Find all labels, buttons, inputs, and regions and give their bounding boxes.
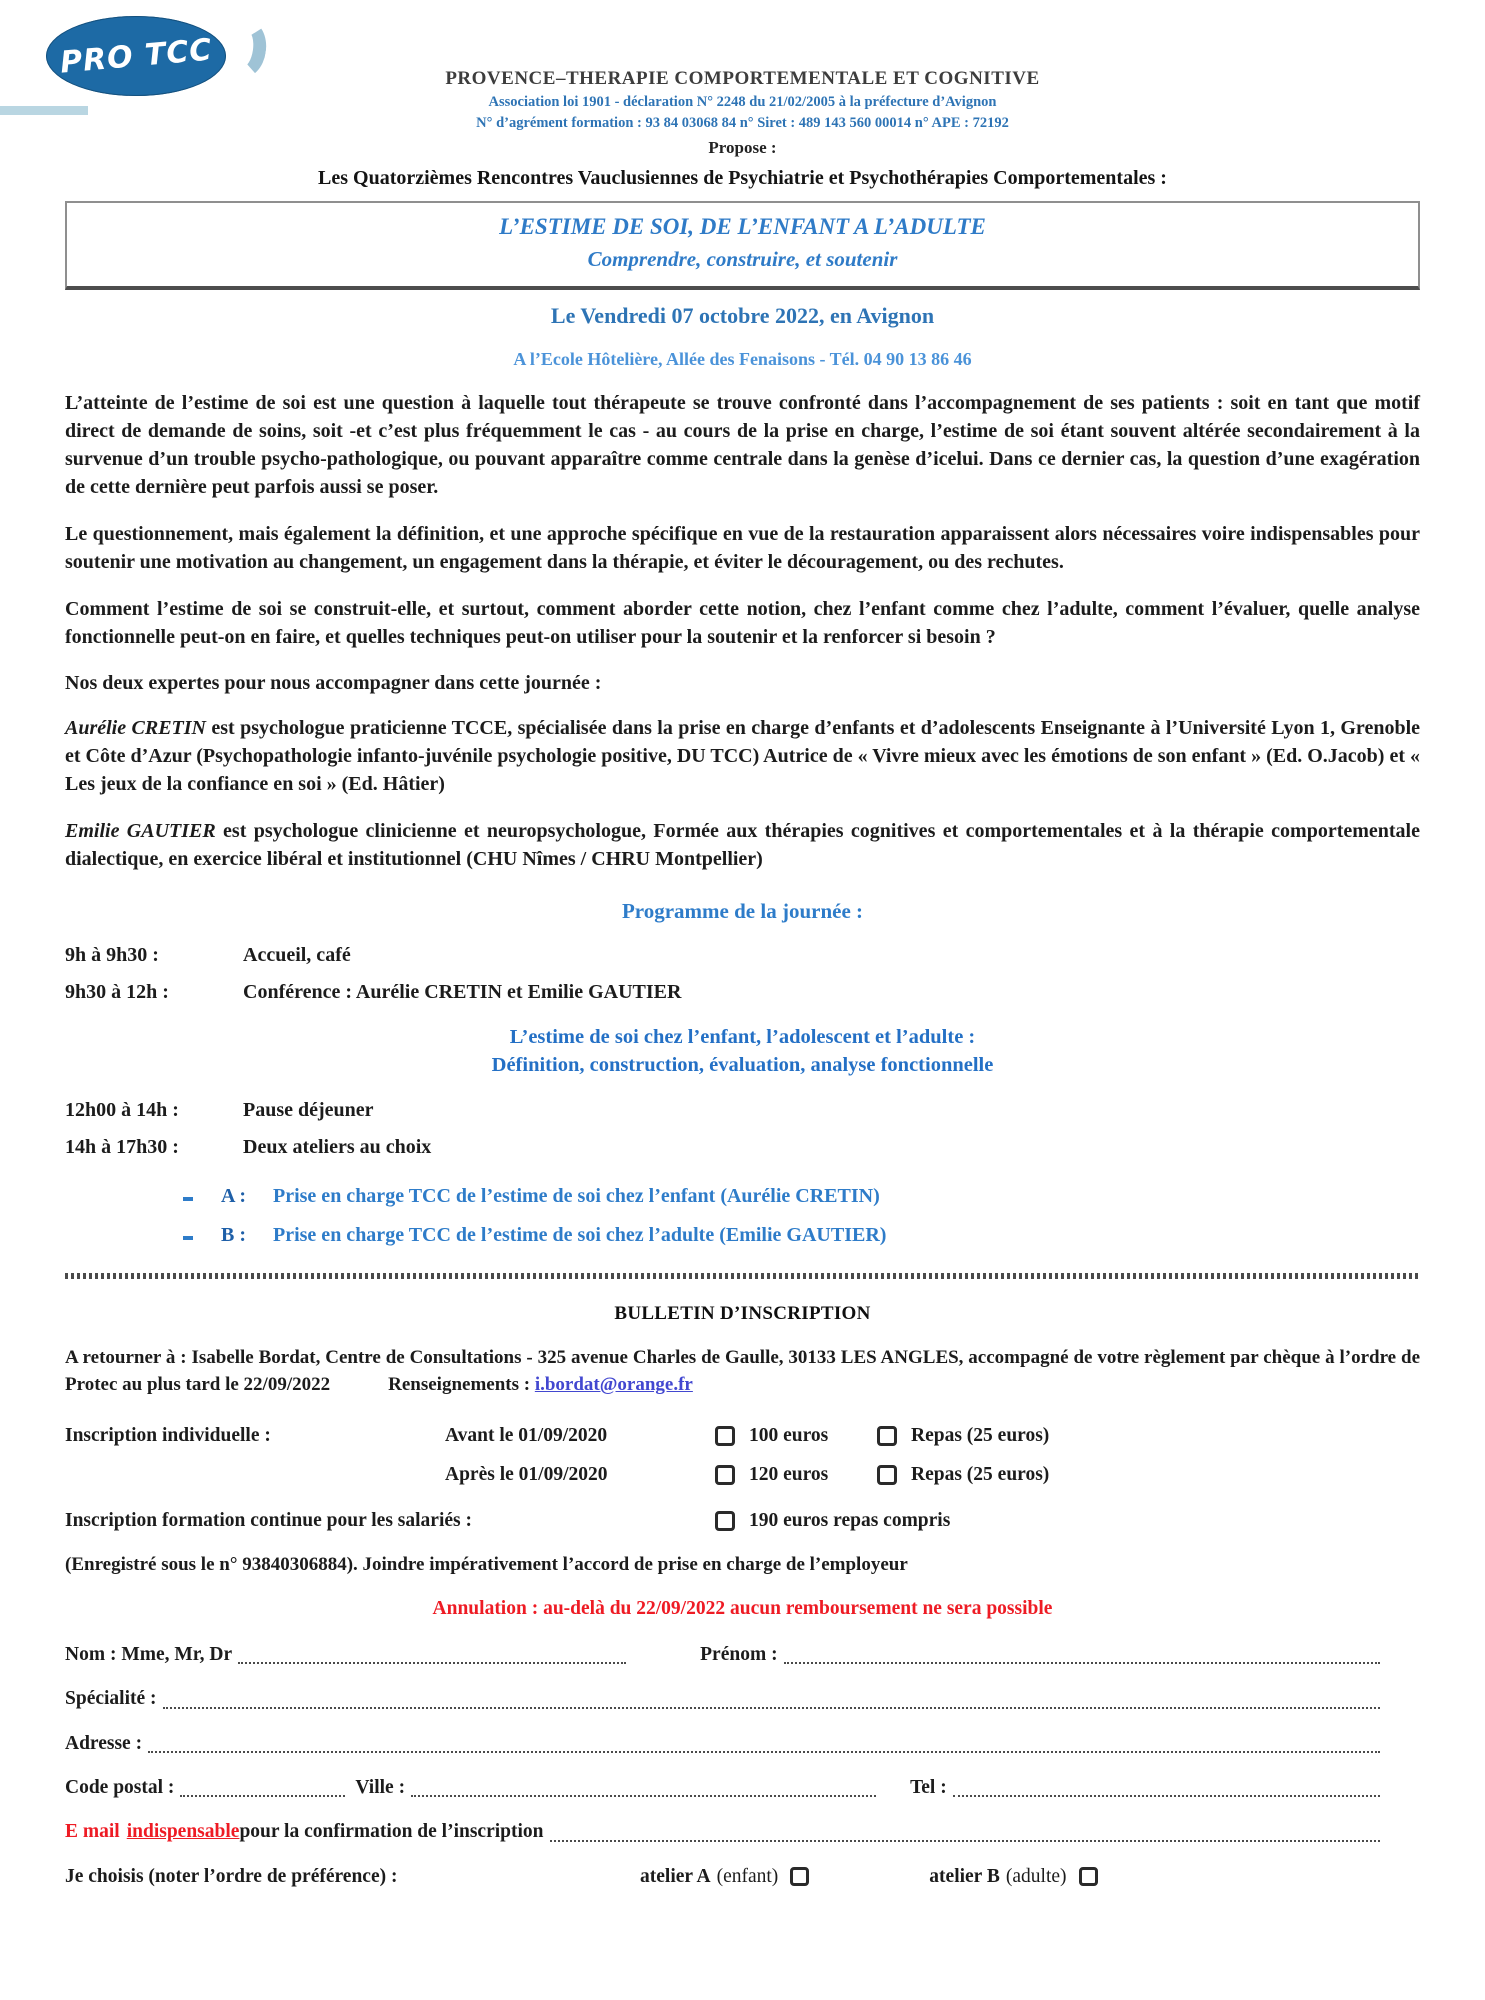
contact-email-link[interactable]: i.bordat@orange.fr [534,1373,693,1395]
event-title-box [65,201,1420,290]
event-title-line2: Comprendre, construire, et soutenir [587,247,898,271]
event-venue-line: A l’Ecole Hôtelière, Allée des Fenaisons - Tél. 04 90 13 86 46 [513,349,972,369]
pricing-condition: Après le 01/09/2020 [445,1463,608,1485]
email-label-red: E mail [65,1821,120,1843]
schedule-time: 14h à 17h30 : [65,1136,179,1158]
specialite-label: Spécialité : [65,1688,157,1710]
intro-paragraph-3: Comment l’estime de soi se construit-elle, et surtout, comment aborder cette notion, chez l’enfant comme chez l’adulte, comment l’évaluer, quelle analyse fonctionnelle peut-on en faire, et quelles techniques peut-on utiliser pour la soutenir et la renforcer si besoin ? [65,598,1420,648]
registration-number-note: (Enregistré sous le n° 93840306884). Joindre impérativement l’accord de prise en charge de l’employeur [65,1553,908,1575]
ville-field-line[interactable] [411,1783,876,1797]
event-date-line: Le Vendredi 07 octobre 2022, en Avignon [550,303,935,328]
bulletin-heading: BULLETIN D’INSCRIPTION [614,1303,871,1324]
name-row [65,1642,1382,1668]
bullet-icon [183,1197,193,1201]
email-field-line[interactable] [550,1828,1380,1842]
experts-intro-line: Nos deux expertes pour nous accompagner dans cette journée : [65,672,602,694]
expert-name-gautier: Emilie GAUTIER [65,820,216,842]
individual-registration-label: Inscription individuelle : [65,1424,271,1446]
continuing-price: 190 euros repas compris [749,1509,951,1531]
choice-label: Je choisis (noter l’ordre de préférence) : [65,1865,398,1887]
protcc-logo-text: PRO TCC [58,31,214,81]
bullet-icon [183,1236,193,1240]
dashed-separator [65,1273,1420,1279]
return-text-post: au plus tard le 22/09/2022 [117,1373,331,1395]
event-series-title: Les Quatorzièmes Rencontres Vauclusiennes de Psychiatrie et Psychothérapies Comportementales : [318,167,1167,189]
checkbox-atelier-b[interactable] [1079,1867,1098,1886]
checkbox-100-euros[interactable] [715,1426,735,1446]
email-indispensable-label: indispensable [126,1821,240,1843]
protcc-logo [28,14,288,124]
expert-name-cretin: Aurélie CRETIN [65,717,206,739]
intro-paragraph-2: Le questionnement, mais également la définition, et une approche spécifique en vue de la restauration apparaissent alors nécessaires voire indispensables pour soutenir une motivation au changement, un engagement dans la thérapie, et éviter le découragement, ou des rechutes. [65,523,1420,573]
expert-bio-text-gautier: est psychologue clinicienne et neuropsychologue, Formée aux thérapies cognitives et comportementales et à la thérapie comportementale dialectique, en exercice libéral et institutionnel (CHU Nîmes / CHRU Montpellier) [65,820,1420,870]
schedule-activity: Conférence : Aurélie CRETIN et Emilie GAUTIER [243,981,682,1003]
code-postal-field-line[interactable] [180,1783,345,1797]
email-confirmation-text: pour la confirmation de l’inscription [239,1821,544,1843]
intro-paragraph-1: L’atteinte de l’estime de soi est une question à laquelle tout thérapeute se trouve confronté dans l’accompagnement de ses patients : soit en tant que motif direct de demande de soins, soit -et c’est plus fréquemment le cas - au cours de la prise en charge, l’estime de soi étant souvent altérée secondairement à la survenue d’un trouble psycho-pathologique, ou pouvant apparaître comme centrale dans la genèse d’icelui. Dans ce dernier cas, la question d’une exagération de cette dernière peut parfois aussi se poser. [65,392,1420,498]
payment-order-bold: à l’ordre de Protec [65,1347,1421,1395]
workshop-b-row [183,1224,1420,1247]
agrement-siret-line: N° d’agrément formation : 93 84 03068 84 n° Siret : 489 143 560 00014 n° APE : 72192 [476,115,1009,131]
atelier-a-label: atelier A [640,1865,711,1887]
ville-label: Ville : [355,1776,406,1798]
schedule-activity: Pause déjeuner [243,1099,374,1121]
specialite-row [65,1686,1382,1712]
return-text-pre: A retourner à : Isabelle Bordat, Centre de Consultations - 325 avenue Charles de Gaulle, 30133 LES ANGLES, accompagné de votre règlement par chèque [65,1347,1326,1368]
checkbox-120-euros[interactable] [715,1465,735,1485]
schedule-row-1 [65,944,1420,967]
expert-bio-gautier [65,817,1420,873]
pricing-row-continuing [65,1510,1420,1532]
cancellation-warning: Annulation : au-delà du 22/09/2022 aucun remboursement ne sera possible [432,1597,1053,1619]
pricing-price: 120 euros [749,1463,829,1485]
checkbox-repas-2[interactable] [877,1465,897,1485]
atelier-b-label: atelier B [929,1865,1000,1887]
pricing-price: 100 euros [749,1424,829,1446]
code-postal-row [65,1775,1382,1801]
propose-label: Propose : [708,138,777,157]
atelier-b-sublabel: (adulte) [1005,1865,1067,1887]
checkbox-atelier-a[interactable] [790,1867,809,1886]
org-name: PROVENCE–THERAPIE COMPORTEMENTALE ET COGNITIVE [445,68,1040,89]
workshop-choice-row [65,1866,1420,1888]
workshop-a-label: A : [221,1185,246,1207]
tel-field-line[interactable] [953,1783,1380,1797]
schedule-activity: Deux ateliers au choix [243,1136,432,1158]
schedule-row-2 [65,981,1420,1004]
pricing-meal: Repas (25 euros) [911,1424,1050,1446]
code-postal-label: Code postal : [65,1776,175,1798]
workshop-a-row [183,1185,1420,1208]
prenom-field-line[interactable] [784,1650,1380,1664]
schedule-time: 9h à 9h30 : [65,944,159,966]
adresse-field-line[interactable] [148,1739,1380,1753]
schedule-row-3 [65,1099,1420,1122]
schedule-row-4 [65,1136,1420,1159]
expert-bio-cretin [65,714,1420,798]
schedule-activity: Accueil, café [243,944,351,966]
pricing-row-before [65,1425,1420,1447]
atelier-a-sublabel: (enfant) [716,1865,779,1887]
nom-label: Nom : Mme, Mr, Dr [65,1643,233,1665]
logo-swoosh-icon [220,17,270,80]
adresse-row [65,1731,1382,1757]
return-instructions [65,1345,1420,1399]
tel-label: Tel : [910,1776,947,1798]
event-title-line1: L’ESTIME DE SOI, DE L’ENFANT A L’ADULTE [499,214,986,239]
email-row [65,1819,1382,1845]
pricing-condition: Avant le 01/09/2020 [445,1424,608,1446]
nom-field-line[interactable] [238,1650,626,1664]
expert-bio-text-cretin: est psychologue praticienne TCCE, spécialisée dans la prise en charge d’enfants et d’adolescents Enseignante à l’Université Lyon 1, Grenoble et Côte d’Azur (Psychopathologie infanto-juvénile psychologie positive, DU TCC) Autrice de « Vivre mieux avec les émotions de son enfant » (Ed. O.Jacob) et « Les jeux de la confiance en soi » (Ed. Hâtier) [65,717,1420,795]
workshop-a-title: Prise en charge TCC de l’estime de soi chez l’enfant (Aurélie CRETIN) [273,1185,880,1207]
programme-heading: Programme de la journée : [621,899,864,923]
adresse-label: Adresse : [65,1732,143,1754]
schedule-time: 12h00 à 14h : [65,1099,179,1121]
workshop-b-title: Prise en charge TCC de l’estime de soi chez l’adulte (Emilie GAUTIER) [273,1224,887,1246]
checkbox-repas-1[interactable] [877,1426,897,1446]
renseignements-label: Renseignements : [388,1373,535,1395]
schedule-time: 9h30 à 12h : [65,981,169,1003]
atelier-a-group [640,1866,809,1888]
protcc-logo-ellipse [46,16,226,96]
session-title-line2: Définition, construction, évaluation, analyse fonctionnelle [491,1054,994,1076]
specialite-field-line[interactable] [163,1695,1380,1709]
pricing-row-after [65,1464,1420,1486]
pricing-meal: Repas (25 euros) [911,1463,1050,1485]
atelier-b-group [929,1866,1097,1888]
logo-underline-bar [0,106,88,115]
session-title-line1: L’estime de soi chez l’enfant, l’adolescent et l’adulte : [509,1026,976,1048]
continuing-education-label: Inscription formation continue pour les salariés : [65,1509,472,1531]
association-declaration-line: Association loi 1901 - déclaration N° 2248 du 21/02/2005 à la préfecture d’Avignon [488,94,997,110]
prenom-label: Prénom : [700,1643,778,1665]
checkbox-190-euros[interactable] [715,1511,735,1531]
workshop-b-label: B : [221,1224,246,1246]
